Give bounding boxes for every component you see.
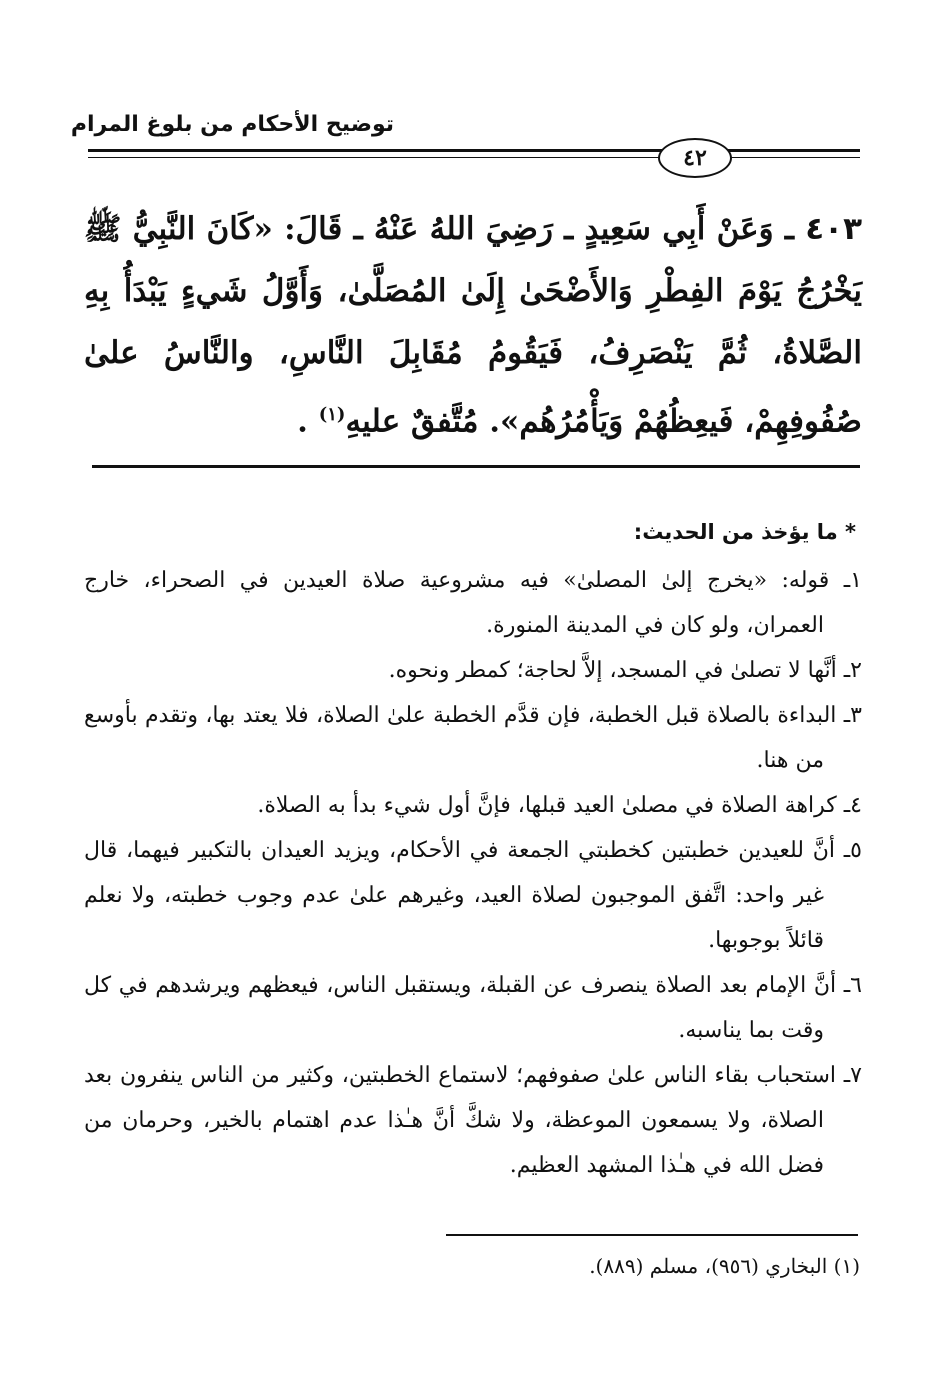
footnote: (١) البخاري (٩٥٦)، مسلم (٨٨٩).	[589, 1254, 860, 1278]
hadith-number: ٤٠٣	[805, 211, 863, 247]
lesson-item-7: ٧ـ استحباب بقاء الناس علىٰ صفوفهم؛ لاستماع الخطبتين، وكثير من الناس ينفرون بعد الصلاة، ولا يسمعون الموعظة، ولا شكَّ أنَّ هـٰذا عدم اهتمام بالخير، وحرمان من فضل الله في هـٰذا المشهد العظيم.	[84, 1063, 862, 1178]
lesson-item-5: ٥ـ أنَّ للعيدين خطبتين كخطبتي الجمعة في الأحكام، ويزيد العيدان بالتكبير فيهما، قال غير واحد: اتَّفق الموجبون لصلاة العيد، وغيرهم علىٰ عدم وجوب خطبته، ولا نعلم قائلاً بوجوبها.	[84, 838, 862, 953]
hadith-body: وَعَنْ أَبِي سَعِيدٍ ـ رَضِيَ اللهُ عَنْهُ ـ قَالَ: «كَانَ النَّبِيُّ ﷺ يَخْرُجُ يَوْمَ الفِطْرِ وَالأَضْحَىٰ إِلَىٰ المُصَلَّىٰ، وَأَوَّلُ شَيءٍ يَبْدَأُ بِهِ الصَّلاةُ، ثُمَّ يَنْصَرِفُ، فَيَقُومُ مُقَابِلَ النَّاسِ، والنَّاسُ علىٰ صُفُوفِهِمْ، فَيعِظُهُمْ وَيَأْمُرُهُم». مُتَّفقٌ عليهِ	[84, 211, 862, 440]
lessons-list	[84, 558, 862, 1188]
lesson-item-1: ١ـ قوله: «يخرج إلىٰ المصلىٰ» فيه مشروعية صلاة العيدين في الصحراء، خارج العمران، ولو كان في المدينة المنورة.	[84, 568, 862, 638]
footnote-marker: (١)	[318, 404, 346, 425]
page-number: ٤٢	[658, 138, 732, 178]
hadith-end: .	[297, 403, 319, 440]
footnote-rule	[446, 1234, 858, 1236]
header-rule-thick	[88, 149, 860, 152]
lessons-heading: * ما يؤخذ من الحديث:	[633, 520, 856, 544]
section-divider	[92, 465, 860, 468]
lesson-item-6: ٦ـ أنَّ الإمام بعد الصلاة ينصرف عن القبلة، ويستقبل الناس، فيعظهم ويرشدهم في كل وقت بما يناسبه.	[84, 973, 862, 1043]
hadith-dash: ـ	[784, 211, 794, 247]
lesson-item-3: ٣ـ البداءة بالصلاة قبل الخطبة، فإن قدَّم الخطبة علىٰ الصلاة، فلا يعتد بها، وتقدم بأوسع من هنا.	[84, 703, 862, 773]
hadith-text	[84, 198, 862, 452]
lesson-item-4: ٤ـ كراهة الصلاة في مصلىٰ العيد قبلها، فإنَّ أول شيء بدأ به الصلاة.	[257, 793, 862, 818]
header-rule-thin	[88, 157, 860, 158]
lesson-item-2: ٢ـ أنَّها لا تصلىٰ في المسجد، إلاَّ لحاجة؛ كمطر ونحوه.	[388, 658, 862, 683]
book-title: توضيح الأحكام من بلوغ المرام	[70, 112, 394, 137]
